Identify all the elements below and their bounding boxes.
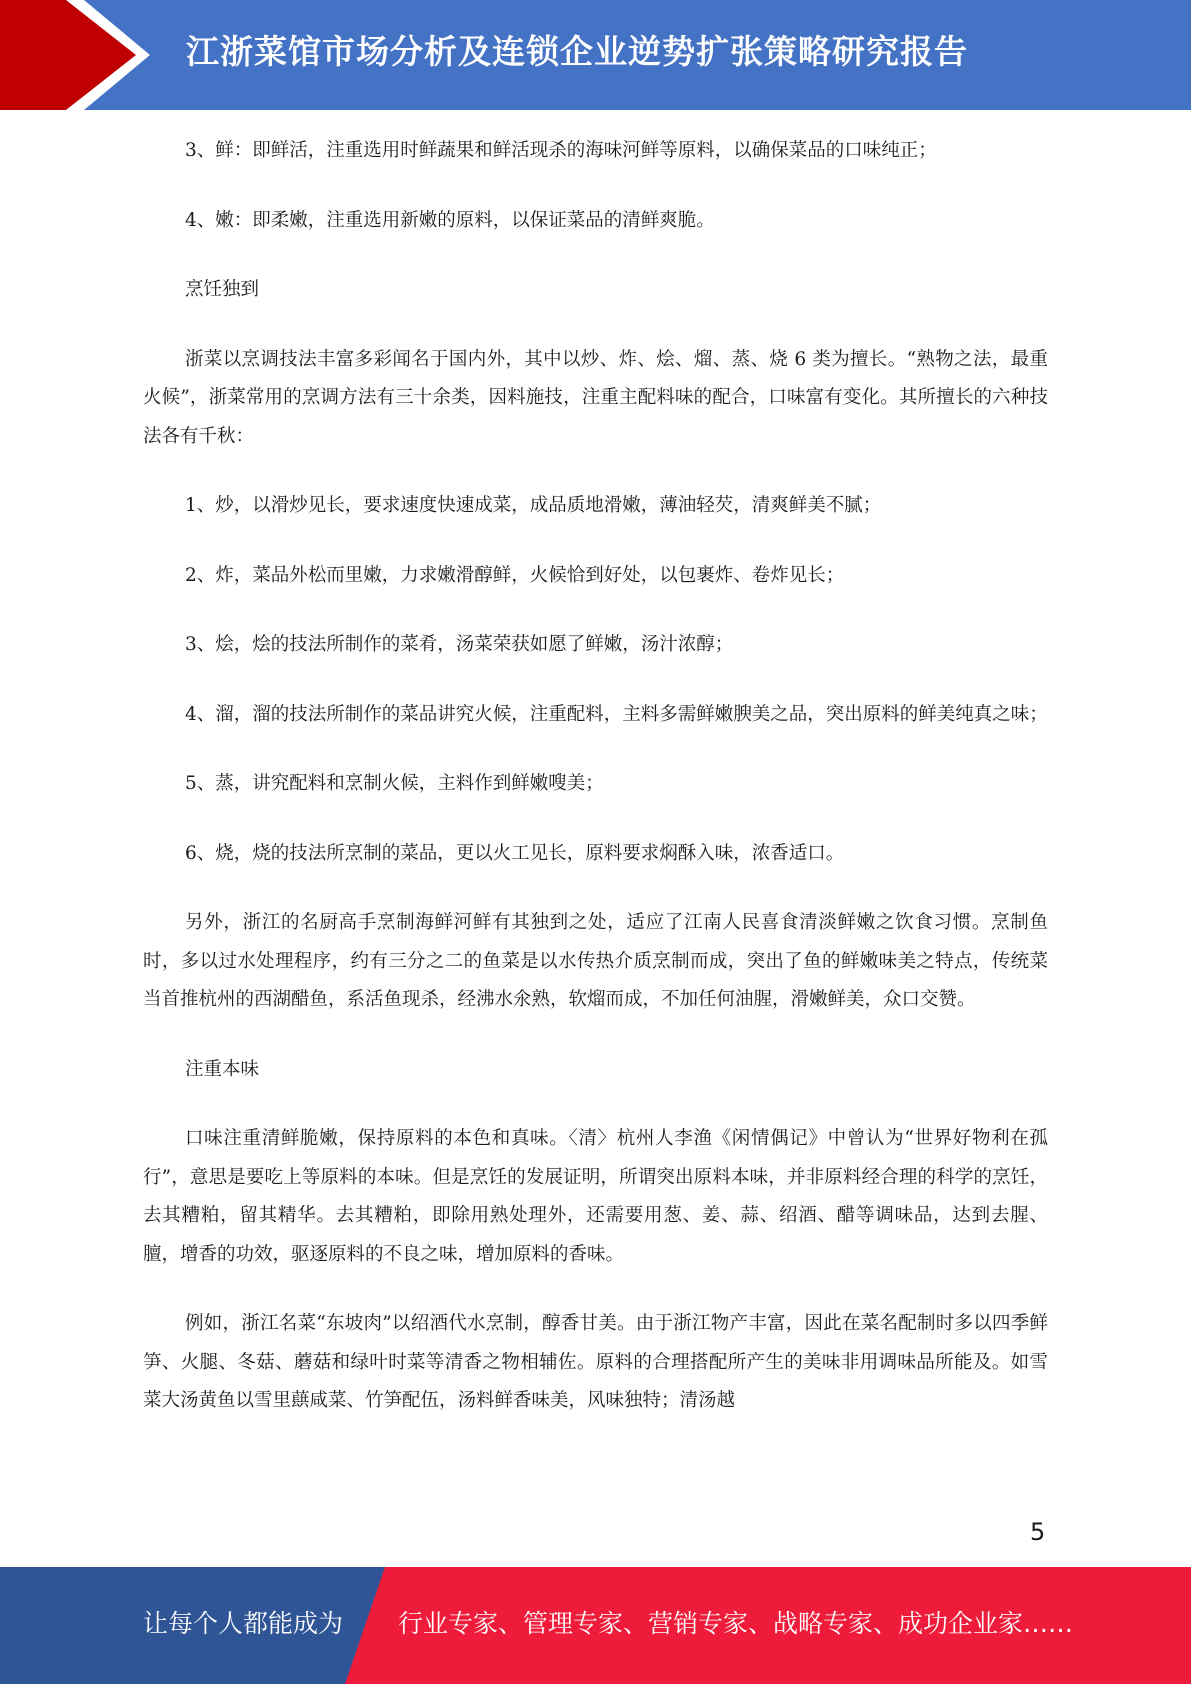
section-heading: 烹饪独到 [185, 279, 260, 300]
paragraph: 4、嫩：即柔嫩，注重选用新嫩的原料，以保证菜品的清鲜爽脆。 [185, 209, 715, 231]
paragraph: 5、蒸，讲究配料和烹制火候，主料作到鲜嫩嗖美； [185, 773, 604, 794]
paragraph: 例如，浙江名菜“东坡肉”以绍酒代水烹制，醇香甘美。由于浙江物产丰富，因此在菜名配制时多以四季鲜笋、火腿、冬菇、蘑菇和绿叶时菜等清香之物相辅佐。原料的合理搭配所产生的美味非用调味品所能及。如雪菜大汤黄鱼以雪里蕻咸菜、竹笋配伍，汤料鲜香味美，风味独特；清汤越 [143, 1313, 1048, 1411]
body-text [143, 132, 1048, 1452]
footer-slogan-left: 让每个人都能成为 [143, 1609, 344, 1638]
report-title: 江浙菜馆市场分析及连锁企业逆势扩张策略研究报告 [186, 32, 968, 71]
section-heading: 注重本味 [185, 1058, 260, 1080]
paragraph: 1、炒，以滑炒见长，要求速度快速成菜，成品质地滑嫩，薄油轻芡，清爽鲜美不腻； [185, 495, 882, 516]
footer-slogan-right: 行业专家、管理专家、营销专家、战略专家、成功企业家…… [398, 1609, 1074, 1638]
paragraph: 另外，浙江的名厨高手烹制海鲜河鲜有其独到之处，适应了江南人民喜食清淡鲜嫩之饮食习惯。烹制鱼时，多以过水处理程序，约有三分之二的鱼菜是以水传热介质烹制而成，突出了鱼的鲜嫩味美之特点，传统菜当首推杭州的西湖醋鱼，系活鱼现杀，经沸水氽熟，软熘而成，不加任何油腥，滑嫩鲜美，众口交赞。 [143, 912, 1048, 1010]
paragraph: 4、溜，溜的技法所制作的菜品讲究火候，注重配料，主料多需鲜嫩腴美之品，突出原料的鲜美纯真之味； [185, 703, 1048, 725]
paragraph: 2、炸，菜品外松而里嫩，力求嫩滑醇鲜，火候恰到好处，以包裹炸、卷炸见长； [185, 564, 845, 586]
page-footer [0, 1567, 1191, 1684]
page-number: 5 [1030, 1518, 1046, 1546]
paragraph: 口味注重清鲜脆嫩，保持原料的本色和真味。〈清〉杭州人李渔《闲情偶记》中曾认为“世界好物利在孤行”，意思是要吃上等原料的本味。但是烹饪的发展证明，所谓突出原料本味，并非原料经合理的科学的烹饪，去其糟粕，留其精华。去其糟粕，即除用熟处理外，还需要用葱、姜、蒜、绍酒、醋等调味品，达到去腥、膻，增香的功效，驱逐原料的不良之味，增加原料的香味。 [143, 1128, 1048, 1265]
paragraph: 6、烧，烧的技法所烹制的菜品，更以火工见长，原料要求焖酥入味，浓香适口。 [185, 842, 845, 864]
page-header [0, 0, 1191, 110]
paragraph: 浙菜以烹调技法丰富多彩闻名于国内外，其中以炒、炸、烩、熘、蒸、烧 6 类为擅长。“熟物之法，最重火候”，浙菜常用的烹调方法有三十余类，因料施技，注重主配料味的配合，口味富有变化。其所擅长的六种技法各有千秋： [143, 348, 1048, 447]
paragraph: 3、鲜：即鲜活，注重选用时鲜蔬果和鲜活现杀的海味河鲜等原料，以确保菜品的口味纯正； [185, 140, 937, 161]
paragraph: 3、烩，烩的技法所制作的菜肴，汤菜荣获如愿了鲜嫩，汤汁浓醇； [185, 634, 734, 655]
